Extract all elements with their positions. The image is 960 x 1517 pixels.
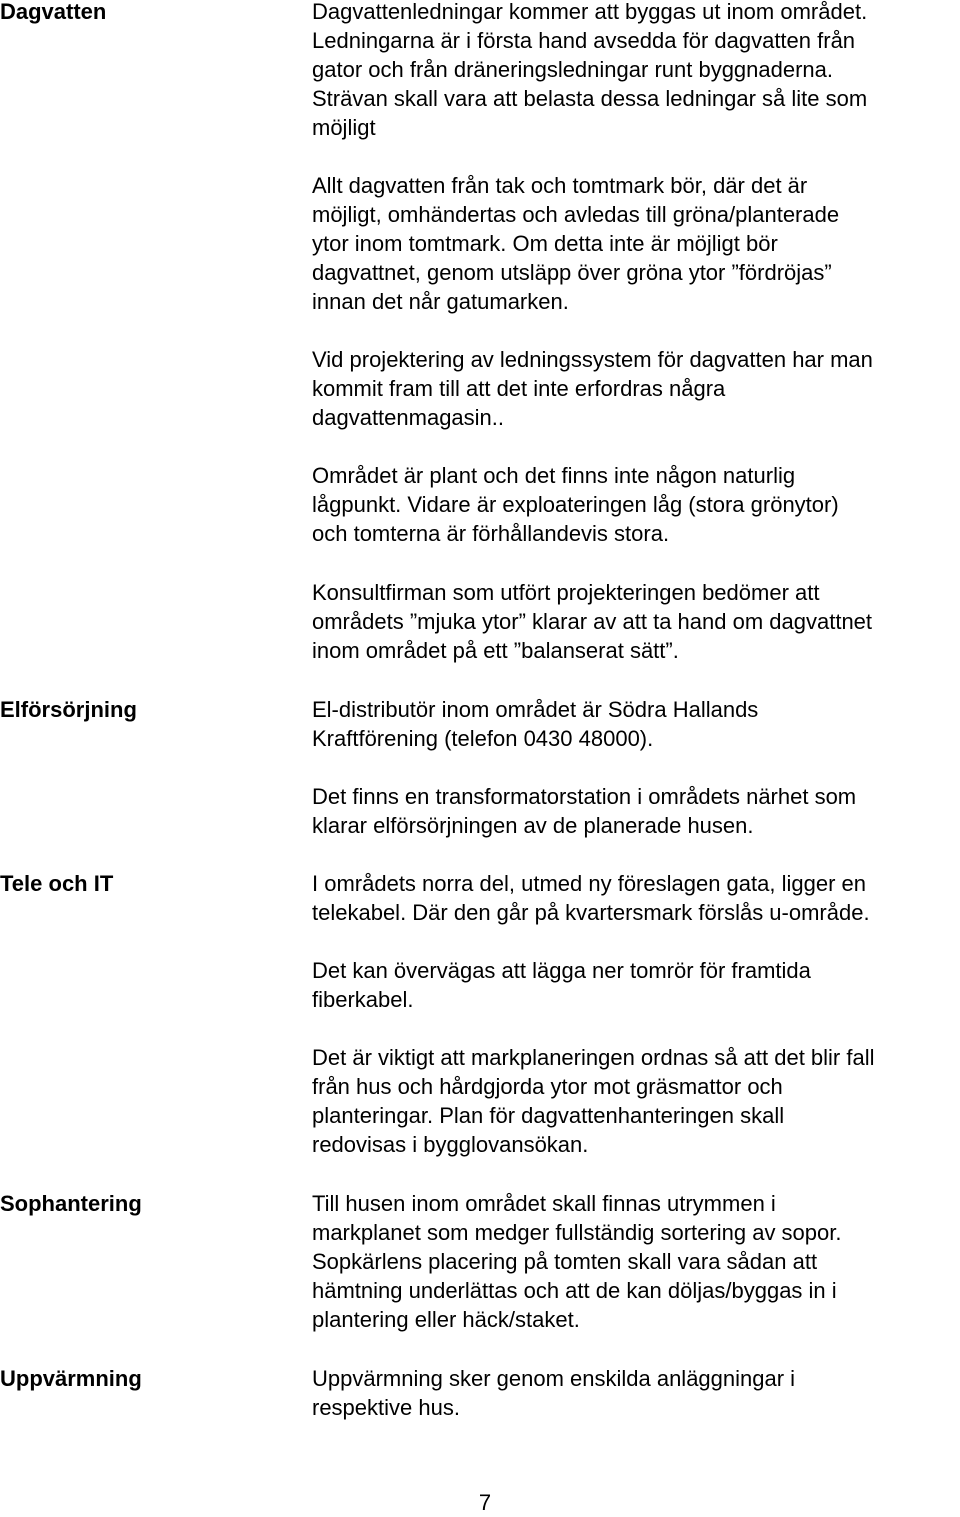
paragraph-dagvatten-4: Området är plant och det finns inte någon naturlig lågpunkt. Vidare är exploateringen låg (stora grönytor) och tomterna är förhållandevis stora. <box>312 463 839 546</box>
paragraph-sophantering-1: Till husen inom området skall finnas utrymmen i markplanet som medger fullständig sortering av sopor. Sopkärlens placering på tomten skall vara sådan att hämtning underlättas och att de kan döljas/byggas in i plantering eller häck/staket. <box>312 1191 842 1332</box>
paragraph-dagvatten-1: Dagvattenledningar kommer att byggas ut inom området. Ledningarna är i första hand avsedda för dagvatten från gator och från dräneringsledningar runt byggnaderna. Strävan skall vara att belasta dessa ledningar så lite som möjligt <box>312 0 868 140</box>
paragraph-uppvarmning-1: Uppvärmning sker genom enskilda anläggningar i respektive hus. <box>312 1366 796 1420</box>
paragraph-dagvatten-2: Allt dagvatten från tak och tomtmark bör, där det är möjligt, omhändertas och avledas till gröna/planterade ytor inom tomtmark. Om detta inte är möjligt bör dagvattnet, genom utsläpp över gröna ytor ”fördröjas” innan det når gatumarken. <box>312 173 840 314</box>
paragraph-tele-2: Det kan övervägas att lägga ner tomrör för framtida fiberkabel. <box>312 958 811 1012</box>
paragraph-dagvatten-3: Vid projektering av ledningssystem för dagvatten har man kommit fram till att det inte erfordras några dagvattenmagasin.. <box>312 347 873 430</box>
paragraph-dagvatten-5: Konsultfirman som utfört projekteringen bedömer att områdets ”mjuka ytor” klarar av att ta hand om dagvattnet inom området på ett ”balanserat sätt”. <box>312 580 873 663</box>
section-heading-dagvatten: Dagvatten <box>0 0 107 24</box>
section-heading-sophantering: Sophantering <box>0 1191 142 1216</box>
section-heading-tele-och-it: Tele och IT <box>0 871 114 896</box>
paragraph-tele-3: Det är viktigt att markplaneringen ordnas så att det blir fall från hus och hårdgjorda ytor mot gräsmattor och planteringar. Plan för dagvattenhanteringen skall redovisas i bygglovansökan. <box>312 1045 875 1157</box>
section-heading-uppvarmning: Uppvärmning <box>0 1366 142 1391</box>
section-heading-elforsorjning: Elförsörjning <box>0 697 137 722</box>
page-number: 7 <box>478 1490 492 1515</box>
paragraph-elforsorjning-2: Det finns en transformatorstation i områdets närhet som klarar elförsörjningen av de planerade husen. <box>312 784 857 838</box>
paragraph-tele-1: I områdets norra del, utmed ny föreslagen gata, ligger en telekabel. Där den går på kvartersmark förslås u-område. <box>312 871 870 925</box>
paragraph-elforsorjning-1: El-distributör inom området är Södra Hallands Kraftförening (telefon 0430 48000). <box>312 697 759 751</box>
